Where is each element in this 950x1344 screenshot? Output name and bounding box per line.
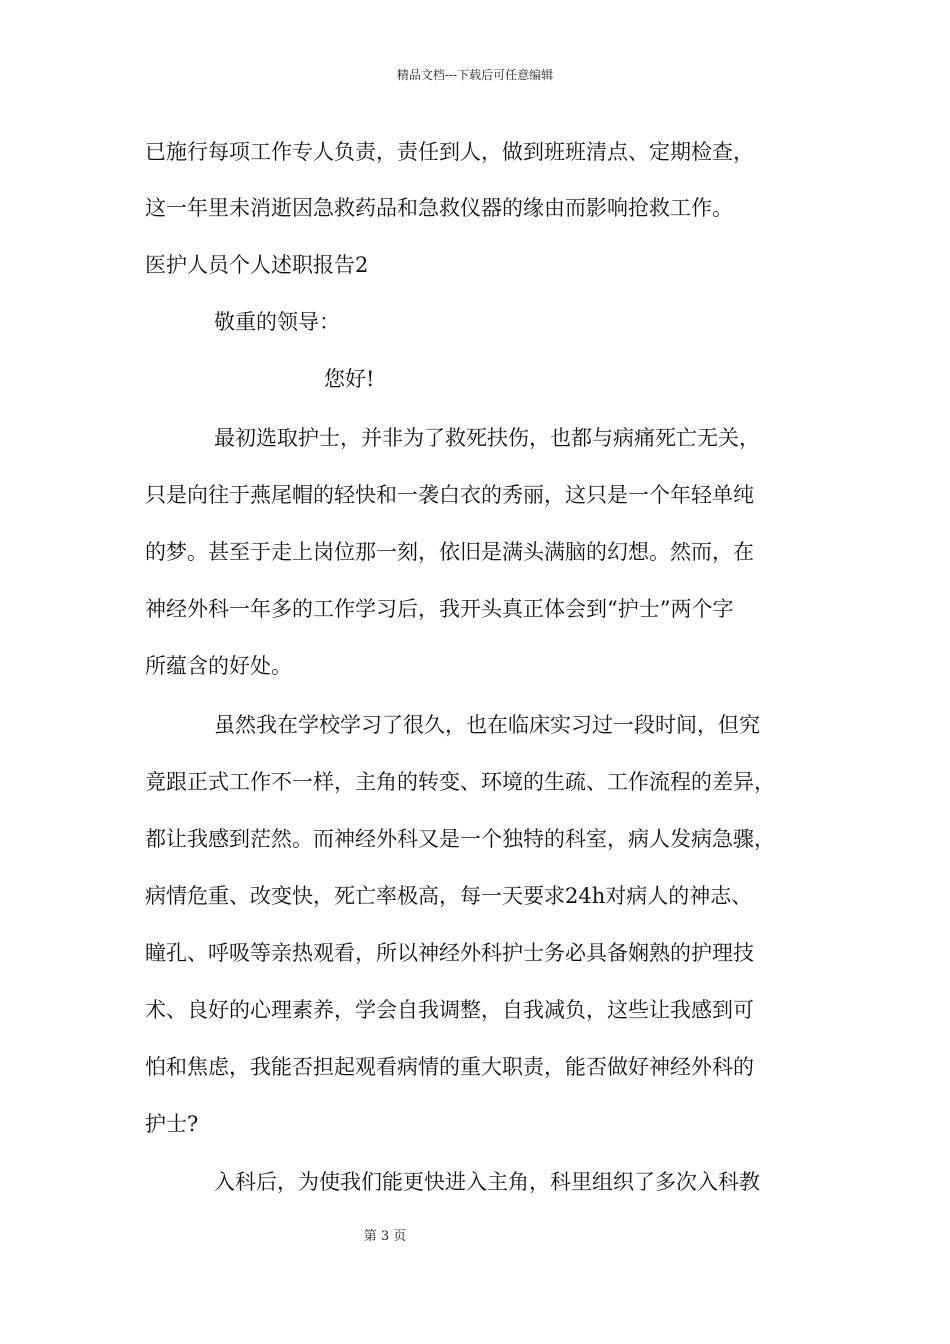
page-header: 精品文档---下载后可任意编辑 bbox=[396, 68, 554, 82]
body-line: 已施行每项工作专人负责，责任到人，做到班班清点、定期检查， bbox=[145, 140, 754, 164]
body-line: 虽然我在学校学习了很久，也在临床实习过一段时间，但究 bbox=[214, 713, 760, 737]
section-title: 医护人员个人述职报告2 bbox=[145, 253, 369, 277]
body-line: 病情危重、改变快，死亡率极高，每一天要求24h对病人的神志、 bbox=[145, 884, 753, 908]
body-line: 术、良好的心理素养，学会自我调整，自我减负，这些让我感到可 bbox=[145, 998, 754, 1022]
page-number: 第 3 页 bbox=[363, 1229, 407, 1244]
body-line: 竟跟正式工作不一样，主角的转变、环境的生疏、工作流程的差异， bbox=[145, 770, 775, 794]
body-line: 所蕴含的好处。 bbox=[145, 654, 292, 678]
greeting: 您好! bbox=[324, 367, 375, 391]
salutation: 敬重的领导： bbox=[214, 310, 340, 334]
body-line: 瞳孔、呼吸等亲热观看，所以神经外科护士务必具备娴熟的护理技 bbox=[145, 941, 754, 965]
body-line: 这一年里未消逝因急救药品和急救仪器的缘由而影响抢救工作。 bbox=[145, 196, 733, 220]
body-line: 神经外科一年多的工作学习后，我开头真正体会到“护士”两个字 bbox=[145, 597, 734, 621]
body-line: 的梦。甚至于走上岗位那一刻，依旧是满头满脑的幻想。然而，在 bbox=[145, 540, 754, 564]
body-line: 怕和焦虑，我能否担起观看病情的重大职责，能否做好神经外科的 bbox=[145, 1055, 754, 1079]
body-line: 护士? bbox=[145, 1112, 199, 1136]
body-line: 都让我感到茫然。而神经外科又是一个独特的科室，病人发病急骤， bbox=[145, 827, 775, 851]
body-line: 只是向往于燕尾帽的轻快和一袭白衣的秀丽，这只是一个年轻单纯 bbox=[145, 483, 754, 507]
body-line: 最初选取护士，并非为了救死扶伤，也都与病痛死亡无关， bbox=[214, 426, 760, 450]
body-line: 入科后，为使我们能更快进入主角，科里组织了多次入科教 bbox=[214, 1170, 760, 1194]
